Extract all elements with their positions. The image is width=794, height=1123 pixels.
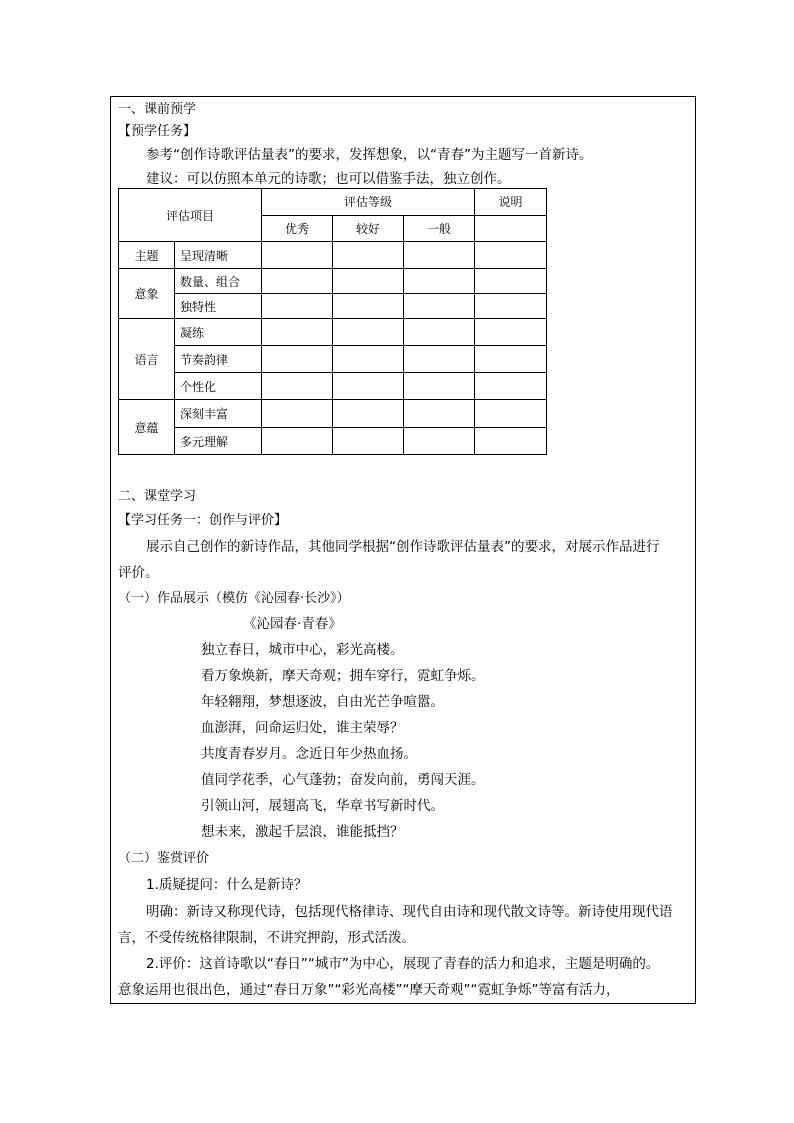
- rating-cell: [404, 373, 475, 400]
- rating-cell: [333, 373, 404, 400]
- evaluation-line1: 2.评价：这首诗歌以“春日”“城市”为中心，展现了青春的活力和追求，主题是明确的。: [146, 956, 660, 972]
- note-cell: [475, 373, 547, 400]
- rating-cell: [262, 319, 333, 346]
- item-theme-clarity: 呈现清晰: [175, 242, 262, 269]
- poem-line: 共度青春岁月。念近日年少热血扬。: [201, 746, 417, 762]
- question-1: 1.质疑提问：什么是新诗？: [146, 877, 308, 893]
- poem-line: 年轻翱翔，梦想逐波，自由光芒争喧嚣。: [201, 694, 444, 710]
- section1-heading: 一、课前预学: [118, 102, 197, 117]
- item-language-rhythm: 节奏韵律: [175, 346, 262, 373]
- rating-cell: [404, 319, 475, 346]
- poem-line: 独立春日，城市中心，彩光高楼。: [201, 642, 404, 658]
- note-cell: [475, 319, 547, 346]
- rating-cell: [262, 373, 333, 400]
- group-language: 语言: [119, 319, 175, 400]
- poem-line: 想未来，激起千层浪，谁能抵挡？: [201, 824, 404, 840]
- poem-line: 引领山河，展翅高飞，华章书写新时代。: [201, 798, 444, 814]
- rating-cell: [333, 400, 404, 428]
- rating-cell: [333, 294, 404, 319]
- note-cell: [475, 242, 547, 269]
- level-good: 较好: [333, 215, 404, 242]
- poem-line: 看万象焕新，摩天奇观；拥车穿行，霓虹争烁。: [201, 668, 485, 684]
- item-connotation-depth: 深刻丰富: [175, 400, 262, 428]
- rating-cell: [262, 269, 333, 294]
- item-imagery-quantity: 数量、组合: [175, 269, 262, 294]
- rating-cell: [333, 428, 404, 455]
- header-evaluation-level: 评估等级: [262, 189, 475, 216]
- note-cell: [475, 428, 547, 455]
- group-imagery: 意象: [119, 269, 175, 319]
- task-intro-line1: 展示自己创作的新诗作品，其他同学根据“创作诗歌评估量表”的要求，对展示作品进行: [146, 539, 660, 555]
- item-imagery-uniqueness: 独特性: [175, 294, 262, 319]
- rating-cell: [404, 242, 475, 269]
- answer-1-line2: 言，不受传统格律限制，不讲究押韵，形式活泼。: [118, 930, 415, 946]
- note-cell: [475, 346, 547, 373]
- rating-cell: [404, 269, 475, 294]
- rating-cell: [262, 242, 333, 269]
- note-cell: [475, 400, 547, 428]
- part1-title: （一）作品展示（模仿《沁园春·长沙》）: [118, 591, 350, 606]
- group-connotation: 意蕴: [119, 400, 175, 455]
- level-excellent: 优秀: [262, 215, 333, 242]
- rating-cell: [404, 346, 475, 373]
- note-cell: [475, 269, 547, 294]
- rating-cell: [333, 269, 404, 294]
- pre-study-task-text: 参考“创作诗歌评估量表”的要求，发挥想象，以“青春”为主题写一首新诗。: [146, 147, 593, 163]
- rating-cell: [262, 428, 333, 455]
- poem-line: 血澎湃，问命运归处，谁主荣辱？: [201, 720, 404, 736]
- pre-study-suggestion: 建议：可以仿照本单元的诗歌；也可以借鉴手法，独立创作。: [146, 171, 511, 187]
- rating-cell: [262, 294, 333, 319]
- note-cell: [475, 294, 547, 319]
- answer-1-line1: 明确：新诗又称现代诗，包括现代格律诗、现代自由诗和现代散文诗等。新诗使用现代语: [146, 904, 673, 920]
- poem-title: 《沁园春·青春》: [243, 616, 342, 632]
- rating-cell: [262, 346, 333, 373]
- pre-study-task-title: 【预学任务】: [118, 124, 197, 139]
- rating-cell: [404, 428, 475, 455]
- task-intro-line2: 评价。: [118, 565, 159, 581]
- poem-line: 值同学花季，心气蓬勃；奋发向前，勇闯天涯。: [201, 772, 485, 788]
- note-cell: [475, 215, 547, 242]
- level-average: 一般: [404, 215, 475, 242]
- rating-cell: [333, 319, 404, 346]
- learning-task-title: 【学习任务一：创作与评价】: [118, 513, 288, 528]
- item-language-individuality: 个性化: [175, 373, 262, 400]
- rating-cell: [404, 294, 475, 319]
- header-evaluation-item: 评估项目: [119, 189, 262, 242]
- item-connotation-diverse: 多元理解: [175, 428, 262, 455]
- rating-cell: [262, 400, 333, 428]
- group-theme: 主题: [119, 242, 175, 269]
- rating-cell: [333, 242, 404, 269]
- section2-heading: 二、课堂学习: [118, 489, 197, 504]
- header-note: 说明: [475, 189, 547, 216]
- poetry-evaluation-table: [118, 188, 547, 455]
- rating-cell: [333, 346, 404, 373]
- part2-title: （二）鉴赏评价: [118, 851, 210, 866]
- rating-cell: [404, 400, 475, 428]
- evaluation-line2: 意象运用也很出色，通过“春日万象”“彩光高楼”“摩天奇观”“霓虹争烁”等富有活力，: [118, 982, 620, 998]
- item-language-concise: 凝练: [175, 319, 262, 346]
